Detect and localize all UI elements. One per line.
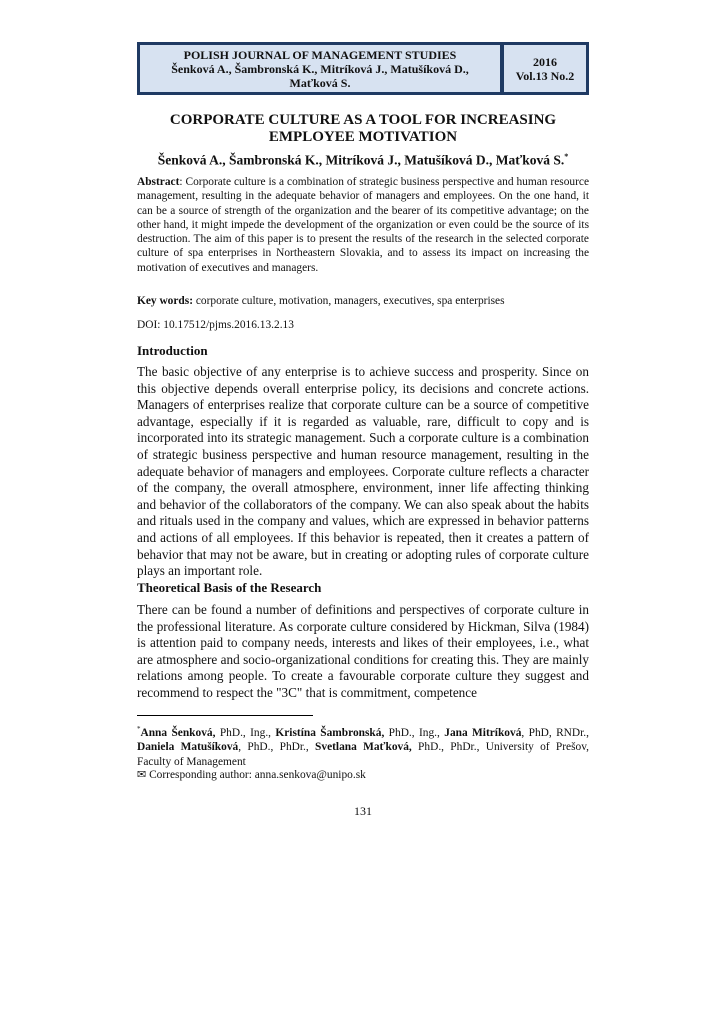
footnote-part: Kristína Šambronská, bbox=[275, 726, 385, 739]
keywords-text: corporate culture, motivation, managers, executives, spa enterprises bbox=[193, 295, 505, 307]
authors-text: Šenková A., Šambronská K., Mitríková J., Matušíková D., Maťková S. bbox=[157, 152, 565, 168]
footnote-parts bbox=[137, 727, 589, 768]
footnote-divider bbox=[137, 715, 313, 716]
page-number: 131 bbox=[354, 804, 372, 818]
article-title-line-1: CORPORATE CULTURE AS A TOOL FOR INCREASING bbox=[169, 112, 557, 128]
footnote-part: Anna Šenková, bbox=[140, 726, 216, 739]
journal-year: 2016 bbox=[533, 54, 557, 69]
keywords-label: Key words: bbox=[137, 295, 193, 307]
article-authors bbox=[137, 152, 589, 169]
footnote-part: Svetlana Maťková, bbox=[315, 741, 412, 754]
section-text-theoretical-basis: There can be found a number of definitions and perspectives of corporate culture in the professional literature. As corporate culture considered by Hickman, Silva (1984) is attention paid to company needs, interests and likes of their employees, i.e., what are atmosphere and socio-organizational conditions for creating this. They are mainly relations among people. To create a favourable corporate culture they suggest and recommend to respect the "3C" that is commitment, competence bbox=[137, 602, 589, 700]
keywords bbox=[137, 295, 589, 307]
author-affiliations-footnote bbox=[137, 722, 589, 769]
journal-authors-line-2: Maťková S. bbox=[289, 75, 351, 90]
footnote-part: , PhD, RNDr., bbox=[521, 726, 589, 739]
journal-name: POLISH JOURNAL OF MANAGEMENT STUDIES bbox=[183, 47, 457, 62]
section-text-introduction: The basic objective of any enterprise is to achieve success and prosperity. Since on this objective depends overall enterprise policy, its decisions and concrete actions. Managers of enterprises realize that corporate culture can be a source of competitive advantage, especially if it is regarded as valuable, rare, difficult to copy and is incorporated into its strategic management. Such a corporate culture is a combination of strategic business perspective and human resource management, resulting in the adequate behavior of managers and employees. Corporate culture reflects a character of the company, the overall atmosphere, environment, inner life affecting thinking and behavior of the collaborators of the company. We can also speak about the habits and rituals used in the company and values, which are expressed in behavior patterns and actions of all employees. If this behavior is repeated, then it creates a pattern of behavior that may not be aware, but in creating or adopting rules of corporate culture plays an important role. bbox=[137, 364, 589, 579]
envelope-icon: ✉ bbox=[137, 768, 147, 781]
abstract-label: Abstract bbox=[137, 176, 180, 188]
journal-issue-box bbox=[503, 44, 587, 93]
journal-header-title-box bbox=[139, 44, 501, 93]
abstract-text: : Corporate culture is a combination of strategic business perspective and human resource management, resulting in the adequate behavior of managers and employees. On the one hand, it can be a source of strength of the organization and the bearer of its competitive advantage; on the other hand, it might impede the development of the organization or even could be the source of its destruction. The aim of this paper is to present the results of the research in the selected corporate culture of spa enterprises in Northeastern Slovakia, and to assess its impact on increasing the motivation of executives and managers. bbox=[137, 176, 589, 274]
corresponding-author bbox=[137, 768, 589, 781]
journal-header bbox=[137, 42, 589, 95]
journal-authors-line-1: Šenková A., Šambronská K., Mitríková J., Matušíková D., bbox=[171, 61, 469, 76]
footnote-part: PhD., Ing., bbox=[215, 726, 276, 739]
footnote-mark: * bbox=[137, 725, 141, 733]
abstract bbox=[137, 175, 589, 275]
corresponding-author-text: Corresponding author: anna.senkova@unipo.sk bbox=[149, 769, 366, 781]
authors-footnote-mark: * bbox=[564, 152, 569, 161]
footnote-part: PhD., Ing., bbox=[384, 726, 445, 739]
section-heading-theoretical-basis: Theoretical Basis of the Research bbox=[137, 580, 322, 595]
footnote-part: Daniela Matušíková bbox=[137, 741, 239, 754]
footnote-part: PhD., PhDr., University of Prešov, Faculty of Management bbox=[137, 741, 589, 768]
journal-volume: Vol.13 No.2 bbox=[515, 68, 575, 83]
doi: DOI: 10.17512/pjms.2016.13.2.13 bbox=[137, 319, 294, 331]
article-title bbox=[137, 112, 589, 146]
footnote-part: Jana Mitríková bbox=[444, 726, 522, 739]
article-title-line-2: EMPLOYEE MOTIVATION bbox=[268, 129, 458, 145]
footnote-part: , PhD., PhDr., bbox=[238, 741, 316, 754]
section-heading-introduction: Introduction bbox=[137, 343, 208, 358]
